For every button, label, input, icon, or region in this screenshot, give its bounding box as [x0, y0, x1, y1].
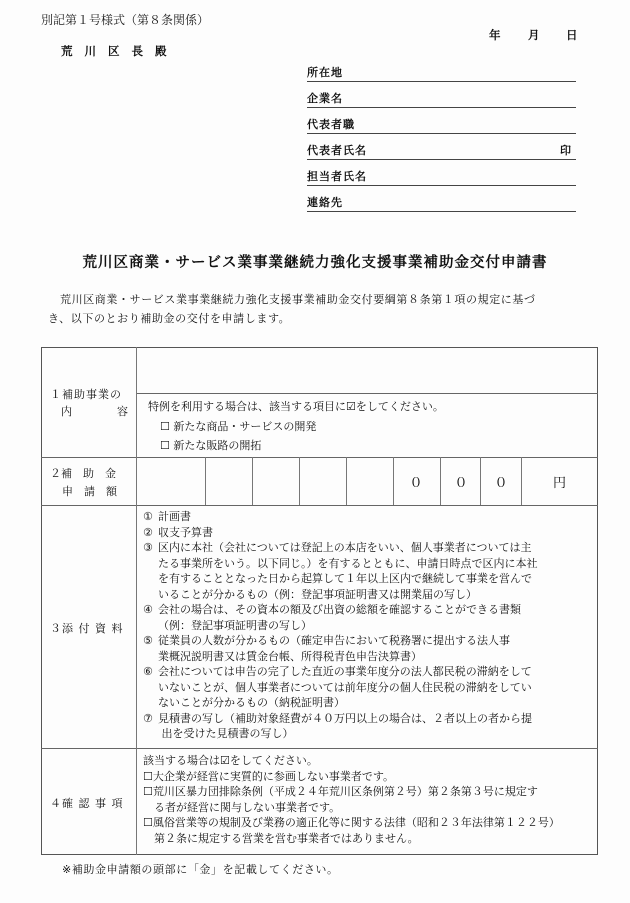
item-text: 区内に本社（会社については登記上の本店をいい、個人事業者については主	[158, 541, 532, 554]
attachment-item	[143, 540, 538, 556]
confirm-line[interactable]: ☐風俗営業等の規制及び業務の適正化等に関する法律（昭和２３年法律第１２２号）	[143, 816, 560, 829]
section4-instruction: 該当する場合は☑をしてください。	[143, 754, 318, 767]
item-number: ⑤	[143, 634, 153, 647]
section1-label-line1: １補助事業の	[50, 388, 122, 401]
option-new-channel[interactable]	[160, 438, 261, 454]
attachment-item	[143, 509, 538, 525]
address-label: 所在地	[307, 66, 343, 79]
section4-label: ４確 認 事 項	[50, 797, 124, 810]
section1-label-line2b: 容	[117, 405, 129, 418]
checkbox-icon[interactable]: ☐	[160, 420, 170, 433]
item-text: いることが分かるもの（例：登記事項証明書又は開業届の写し）	[158, 587, 477, 601]
attachment-item	[143, 602, 538, 618]
amount-unit: 円	[552, 476, 566, 491]
confirmation-list	[143, 753, 560, 846]
representative-title-field[interactable]	[307, 116, 576, 134]
section3-label: ３添 付 資 料	[50, 622, 124, 635]
section2-label-line1: ２補 助 金	[50, 467, 116, 480]
option-label: 新たな商品・サービスの開発	[173, 420, 317, 433]
amount-col-divider	[205, 457, 206, 505]
item-text: を有することとなった日から起算して１年以上区内で継続して事業を営んで	[158, 572, 532, 585]
amount-col-divider	[252, 457, 253, 505]
contact-person-label: 担当者氏名	[307, 170, 367, 183]
section1-label-line2a: 内	[61, 405, 73, 418]
row-divider-1	[41, 457, 598, 458]
amount-digit-ones: ０	[494, 476, 508, 491]
item-text: 収支予算書	[158, 525, 213, 539]
item-text: たる事業所をいう。以下同じ。）を有するとともに、申請日時点で区内に本社	[158, 556, 538, 570]
contact-field[interactable]	[307, 194, 576, 212]
item-text: 計画書	[158, 510, 191, 523]
representative-name-field[interactable]	[307, 142, 576, 160]
item-text: ないことが分かるもの（納税証明書）	[158, 696, 345, 709]
attachment-item	[143, 711, 538, 727]
company-name-field[interactable]	[307, 90, 576, 108]
attachment-item	[143, 556, 538, 572]
attachment-item	[143, 525, 538, 541]
option-new-product[interactable]	[160, 419, 316, 435]
item-number: ⑦	[143, 711, 153, 725]
item-text: 出を受けた見積書の写し）	[158, 727, 294, 740]
row-divider-2	[41, 505, 598, 506]
intro-line-1: 荒川区商業・サービス業事業継続力強化支援事業補助金交付要綱第８条第１項の規定に基づ	[60, 293, 536, 306]
date-day-label: 日	[566, 28, 578, 42]
confirm-line[interactable]: ☐荒川区暴力団排除条例（平成２４年荒川区条例第２号）第２条第３号に規定す	[143, 785, 538, 798]
form-reference: 別記第１号様式（第８条関係）	[41, 13, 210, 27]
checkbox-icon[interactable]: ☐	[160, 439, 170, 452]
section2-label-line2: 申 請 額	[62, 485, 117, 498]
addressee: 荒川区長殿	[61, 44, 179, 58]
attachment-item	[143, 649, 538, 665]
section1-instruction: 特例を利用する場合は、該当する項目に☑をしてください。	[148, 400, 444, 413]
item-text: 会社の場合は、その資本の額及び出資の総額を確認することができる書類	[158, 603, 521, 616]
item-number: ①	[143, 510, 153, 523]
attachments-list	[143, 509, 538, 742]
amount-col-divider	[393, 457, 394, 505]
amount-digit-hundreds: ０	[409, 476, 423, 491]
document-title: 荒川区商業・サービス業事業継続力強化支援事業補助金交付申請書	[82, 255, 548, 271]
amount-col-divider	[299, 457, 300, 505]
attachment-item	[143, 633, 538, 649]
intro-paragraph	[48, 290, 588, 328]
date-month-label: 月	[528, 28, 540, 42]
date-year-label: 年	[489, 28, 501, 42]
footnote: ※補助金申請額の頭部に「金」を記載してください。	[62, 863, 339, 876]
row-divider-3	[41, 748, 598, 749]
attachment-item	[143, 587, 538, 603]
item-number: ④	[143, 603, 153, 616]
representative-name-label: 代表者氏名	[307, 144, 367, 157]
company-name-label: 企業名	[307, 92, 343, 105]
item-text: 会社については申告の完了した直近の事業年度分の法人都民税の滞納をして	[158, 665, 532, 678]
section1-divider	[136, 393, 598, 394]
amount-col-divider	[346, 457, 347, 505]
attachment-item	[143, 726, 538, 742]
item-text: 従業員の人数が分かるもの（確定申告において税務署に提出する法人事	[158, 634, 510, 647]
contact-label: 連絡先	[307, 196, 343, 209]
item-text: 業概況説明書又は賃金台帳、所得税青色申告決算書）	[158, 649, 422, 663]
attachment-item	[143, 618, 538, 634]
item-number: ③	[143, 541, 153, 554]
attachment-item	[143, 664, 538, 680]
item-text: 見積書の写し（補助対象経費が４０万円以上の場合は、２者以上の者から提	[158, 711, 532, 725]
confirm-line[interactable]: ☐大企業が経営に実質的に参画しない事業者です。	[143, 769, 394, 783]
address-field[interactable]	[307, 64, 576, 82]
item-number: ⑥	[143, 665, 153, 678]
option-label: 新たな販路の開拓	[173, 439, 262, 452]
representative-title-label: 代表者職	[307, 118, 355, 131]
confirm-line: る者が経営に関与しない事業者です。	[143, 800, 341, 814]
seal-mark: 印	[560, 144, 572, 157]
attachment-item	[143, 571, 538, 587]
attachment-item	[143, 680, 538, 696]
amount-digit-tens: ０	[454, 476, 468, 491]
item-text: いないことが、個人事業者については前年度分の個人住民税の滞納をしてい	[158, 680, 532, 694]
project-description-field[interactable]	[137, 348, 597, 392]
attachment-item	[143, 695, 538, 711]
item-text: （例：登記事項証明書の写し）	[158, 618, 312, 632]
item-number: ②	[143, 525, 153, 539]
intro-line-2: き、以下のとおり補助金の交付を申請します。	[48, 312, 291, 325]
confirm-line: 第２条に規定する営業を営む事業者ではありません。	[143, 831, 419, 845]
label-column-divider	[136, 347, 137, 855]
contact-person-field[interactable]	[307, 168, 576, 186]
